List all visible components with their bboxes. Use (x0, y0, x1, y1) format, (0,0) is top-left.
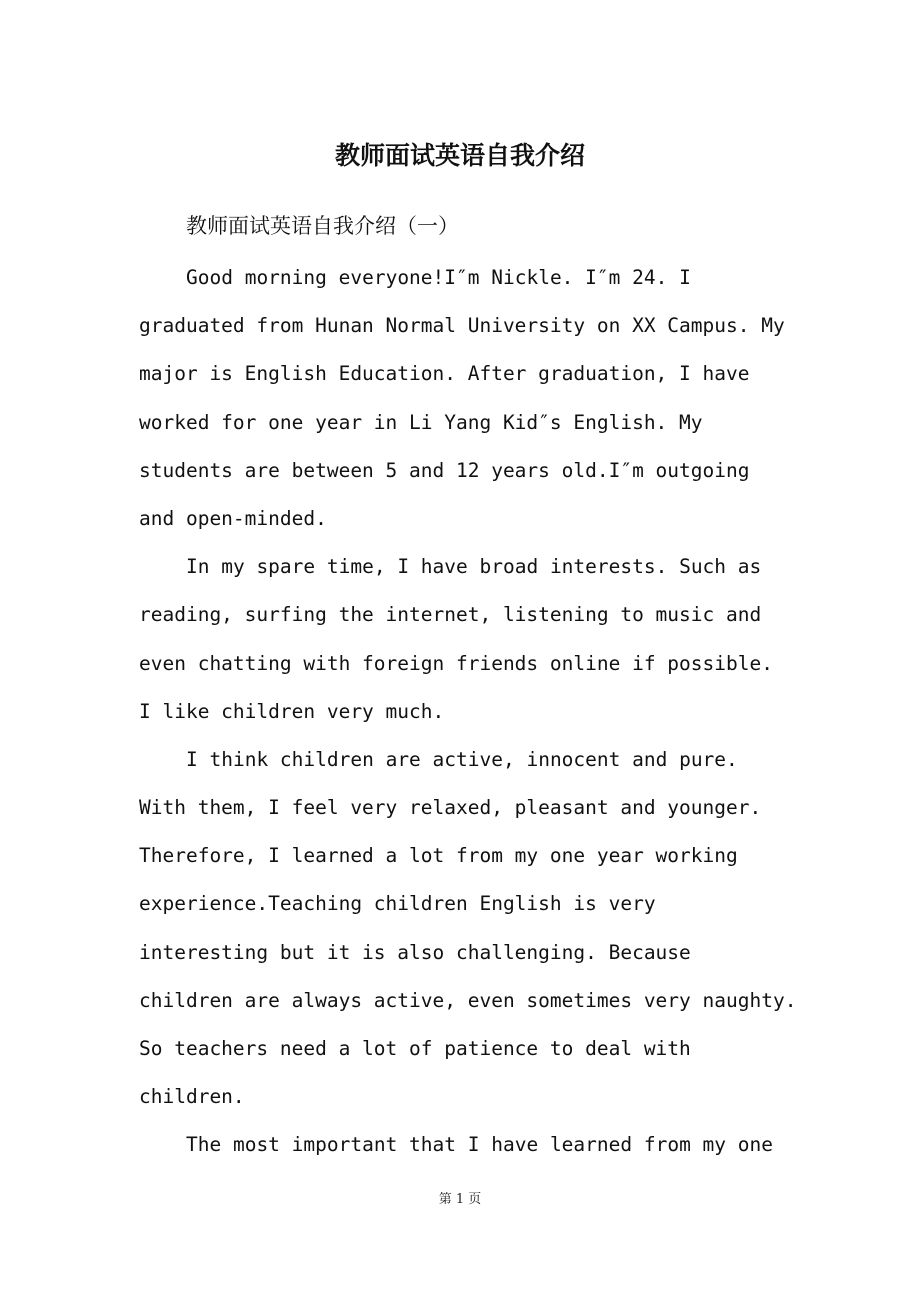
text-line: I think children are active, innocent and pure. (186, 747, 738, 771)
section-heading: 教师面试英语自我介绍（一） (186, 214, 459, 238)
text-line: So teachers need a lot of patience to deal with (139, 1037, 691, 1060)
text-line: With them, I feel very relaxed, pleasant and younger. (139, 796, 762, 820)
text-line: and open-minded. (139, 506, 327, 530)
paragraph-2 (139, 543, 789, 736)
document-body (139, 206, 797, 1170)
paragraph-3 (139, 736, 797, 1122)
text-line: children. (139, 1085, 245, 1109)
text-line: interesting but it is also challenging. Because (139, 940, 691, 964)
text-line: Good morning everyone!I″m Nickle. I″m 24. I (186, 266, 691, 289)
text-line: Therefore, I learned a lot from my one year working (139, 844, 738, 868)
text-line: I like children very much. (139, 699, 445, 723)
text-line: reading, surfing the internet, listening to music and (139, 603, 762, 627)
text-line: children are always active, even sometimes very naughty. (139, 988, 797, 1012)
page-number: 第 1 页 (438, 1192, 482, 1207)
text-line: The most important that I have learned from my one (186, 1133, 773, 1157)
text-line: worked for one year in Li Yang Kid″s English. My (139, 410, 703, 434)
text-line: experience.Teaching children English is very (139, 892, 656, 916)
document-title: 教师面试英语自我介绍 (334, 141, 585, 170)
text-line: In my spare time, I have broad interests. Such as (186, 555, 762, 579)
paragraph-4 (139, 1121, 789, 1169)
text-line: major is English Education. After graduation, I have (139, 362, 750, 386)
text-line: graduated from Hunan Normal University on XX Campus. My (139, 314, 785, 338)
text-line: students are between 5 and 12 years old.I″m outgoing (139, 458, 750, 482)
paragraph-1 (139, 254, 789, 543)
text-line: even chatting with foreign friends online if possible. (139, 651, 773, 675)
